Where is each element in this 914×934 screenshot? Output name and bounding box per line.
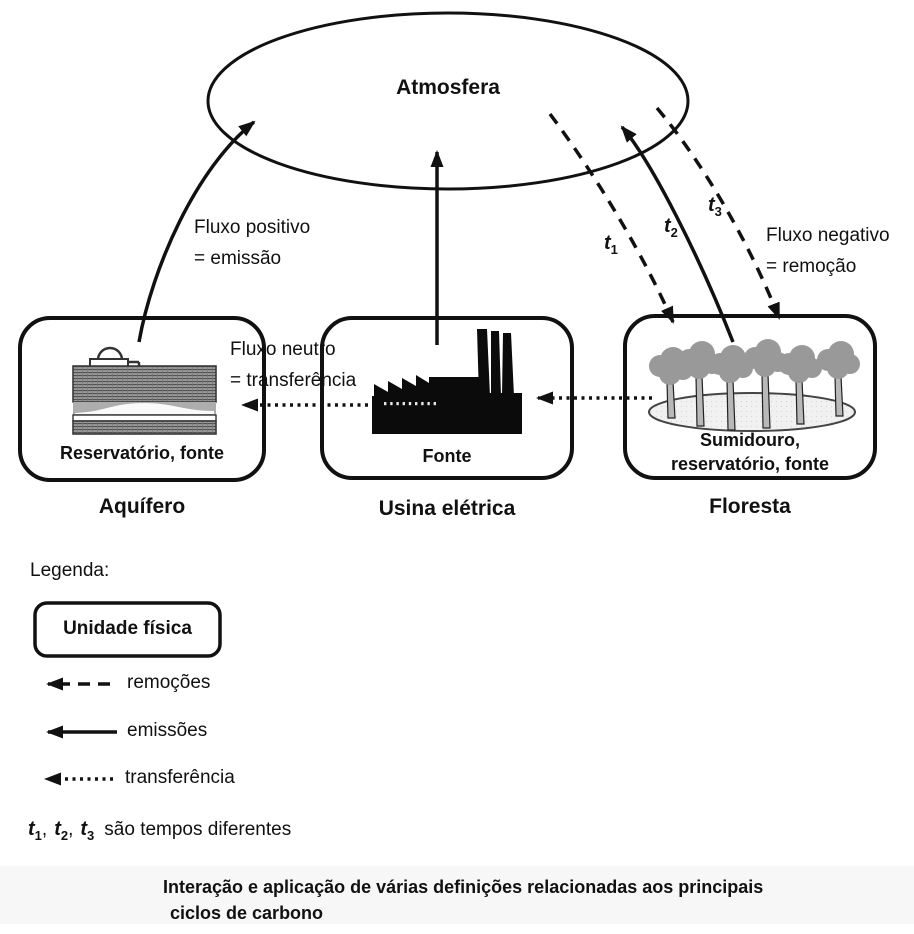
aquifer-name-label: Aquífero xyxy=(98,495,186,518)
legend-physical-unit-label: Unidade física xyxy=(63,618,192,639)
legend-times-note: $t_1$, $t_2$, $t_3$ são tempos diferentes xyxy=(28,818,292,843)
power-plant-role-label: Fonte xyxy=(422,446,472,466)
time-label-t1: $t_1$ xyxy=(604,232,618,257)
aquifer-role-label: Reservatório, fonte xyxy=(59,443,225,463)
factory-windows xyxy=(384,402,436,405)
atmosphere-ellipse xyxy=(208,13,688,189)
legend-item-emissions: emissões xyxy=(127,720,208,741)
legend-title: Legenda: xyxy=(30,560,110,581)
forest-name-label: Floresta xyxy=(709,495,791,518)
legend-item-removals: remoções xyxy=(127,672,211,693)
forest-role-label: Sumidouro, reservatório, fonte xyxy=(670,430,830,474)
time-label-t2: $t_2$ xyxy=(664,215,678,240)
legend-item-transfer: transferência xyxy=(125,767,235,788)
flux-positive-label: Fluxo positivo = emissão xyxy=(194,217,311,269)
forest-ground xyxy=(649,393,855,431)
figure-caption: Interação e aplicação de várias definições relacionadas aos principais ciclos de carbono xyxy=(163,877,764,923)
flux-negative-label: Fluxo negativo = remoção xyxy=(766,225,890,277)
flux-neutral-label: Fluxo neutro = transferência xyxy=(230,339,357,391)
time-label-t3: $t_3$ xyxy=(708,194,722,219)
atmosphere-label: Atmosfera xyxy=(396,76,500,99)
power-plant-name-label: Usina elétrica xyxy=(378,497,516,520)
